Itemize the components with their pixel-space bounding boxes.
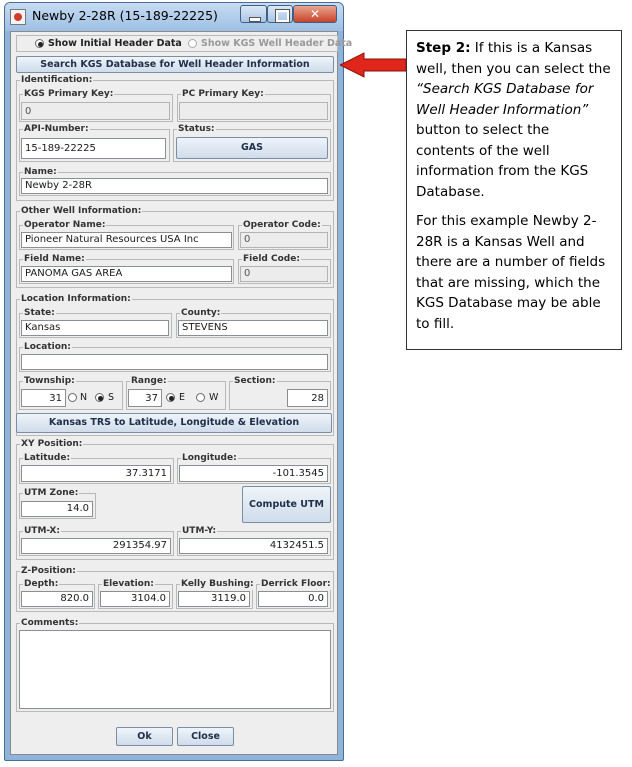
township-label: Township: — [24, 376, 75, 386]
pc-key-field — [179, 102, 328, 120]
app-icon — [10, 9, 26, 25]
township-n-label: N — [80, 392, 88, 403]
utm-y-field[interactable]: 4132451.5 — [179, 538, 328, 554]
search-kgs-database-button[interactable]: Search KGS Database for Well Header Information — [16, 56, 334, 73]
derrick-floor-field[interactable]: 0.0 — [258, 591, 328, 607]
kgs-key-label: KGS Primary Key: — [24, 89, 114, 99]
township-n-radio[interactable] — [68, 393, 77, 402]
field-name-field[interactable]: PANOMA GAS AREA — [21, 266, 232, 282]
operator-code-label: Operator Code: — [243, 220, 321, 230]
kelly-bushing-field[interactable]: 3119.0 — [178, 591, 250, 607]
township-s-label: S — [108, 392, 115, 403]
range-w-radio[interactable] — [196, 393, 205, 402]
operator-code-field: 0 — [240, 232, 328, 248]
comments-group-label: Comments: — [21, 618, 79, 628]
minimize-button[interactable] — [240, 5, 267, 23]
maximize-button[interactable] — [267, 5, 293, 23]
close-button[interactable]: Close — [177, 727, 234, 746]
api-number-field[interactable]: 15-189-22225 — [21, 138, 166, 159]
window-title: Newby 2-28R (15-189-22225) — [32, 8, 218, 23]
status-label: Status: — [178, 124, 215, 134]
utm-x-label: UTM-X: — [24, 526, 60, 536]
operator-name-label: Operator Name: — [24, 220, 106, 230]
range-field[interactable]: 37 — [128, 389, 162, 407]
elevation-label: Elevation: — [103, 579, 154, 589]
other-info-group-label: Other Well Information: — [21, 206, 142, 216]
callout-text-a: If this is a Kansas well, then you can select the — [416, 40, 611, 77]
compute-utm-button[interactable]: Compute UTM — [242, 486, 331, 523]
state-label: State: — [24, 308, 55, 318]
utm-zone-field[interactable]: 14.0 — [21, 501, 93, 517]
location-label: Location: — [24, 342, 71, 352]
callout-paragraph-2: For this example Newby 2-28R is a Kansas Well and there are a number of fields that are missing, which the KGS Database may be able to fill. — [416, 213, 606, 332]
field-code-label: Field Code: — [243, 254, 300, 264]
latitude-field[interactable]: 37.3171 — [21, 465, 171, 482]
county-field[interactable]: STEVENS — [178, 320, 328, 336]
latitude-label: Latitude: — [24, 453, 71, 463]
state-field[interactable]: Kansas — [21, 320, 169, 336]
status-button[interactable]: GAS — [176, 137, 328, 159]
elevation-field[interactable]: 3104.0 — [100, 591, 170, 607]
callout-step: Step 2: — [416, 40, 471, 56]
identification-group-label: Identification: — [21, 75, 93, 85]
county-label: County: — [181, 308, 221, 318]
depth-field[interactable]: 820.0 — [21, 591, 93, 607]
township-s-radio[interactable] — [95, 393, 104, 402]
range-e-label: E — [179, 392, 186, 403]
initial-header-label: Show Initial Header Data — [48, 38, 182, 49]
initial-header-radio[interactable] — [35, 39, 44, 48]
utm-x-field[interactable]: 291354.97 — [21, 538, 171, 554]
location-field[interactable] — [21, 354, 328, 370]
pc-key-label: PC Primary Key: — [182, 89, 264, 99]
well-name-field[interactable]: Newby 2-28R — [21, 178, 328, 194]
utm-y-label: UTM-Y: — [182, 526, 217, 536]
callout-quote: “Search KGS Database for Well Header Information” — [416, 81, 594, 118]
depth-label: Depth: — [24, 579, 59, 589]
section-field[interactable]: 28 — [287, 389, 328, 407]
longitude-label: Longitude: — [182, 453, 237, 463]
api-label: API-Number: — [24, 124, 89, 134]
longitude-field[interactable]: -101.3545 — [179, 465, 328, 482]
range-label: Range: — [131, 376, 167, 386]
kgs-header-radio[interactable] — [188, 39, 197, 48]
section-label: Section: — [234, 376, 276, 386]
red-arrow-icon — [340, 52, 406, 78]
callout-paragraph-1 — [416, 38, 612, 202]
operator-name-field[interactable]: Pioneer Natural Resources USA Inc — [21, 232, 232, 248]
field-code-field: 0 — [240, 266, 328, 282]
comments-textarea[interactable] — [19, 630, 331, 709]
close-window-button[interactable]: ✕ — [293, 5, 337, 23]
kelly-bushing-label: Kelly Bushing: — [181, 579, 254, 589]
trs-to-lat-lon-button[interactable]: Kansas TRS to Latitude, Longitude & Elevation — [16, 413, 332, 433]
z-position-group-label: Z-Position: — [21, 566, 76, 576]
utm-zone-label: UTM Zone: — [24, 488, 79, 498]
range-w-label: W — [209, 392, 219, 403]
kgs-header-label: Show KGS Well Header Data — [201, 38, 353, 49]
location-group-label: Location Information: — [21, 294, 131, 304]
ok-button[interactable]: Ok — [116, 727, 173, 746]
field-name-label: Field Name: — [24, 254, 85, 264]
township-field[interactable]: 31 — [21, 389, 66, 407]
range-e-radio[interactable] — [166, 393, 175, 402]
derrick-floor-label: Derrick Floor: — [261, 579, 331, 589]
name-label: Name: — [24, 167, 57, 177]
kgs-key-field: 0 — [21, 102, 170, 120]
instruction-callout — [406, 30, 622, 350]
xy-position-group-label: XY Position: — [21, 439, 83, 449]
callout-text-b: button to select the contents of the well information from the KGS Database. — [416, 122, 589, 200]
